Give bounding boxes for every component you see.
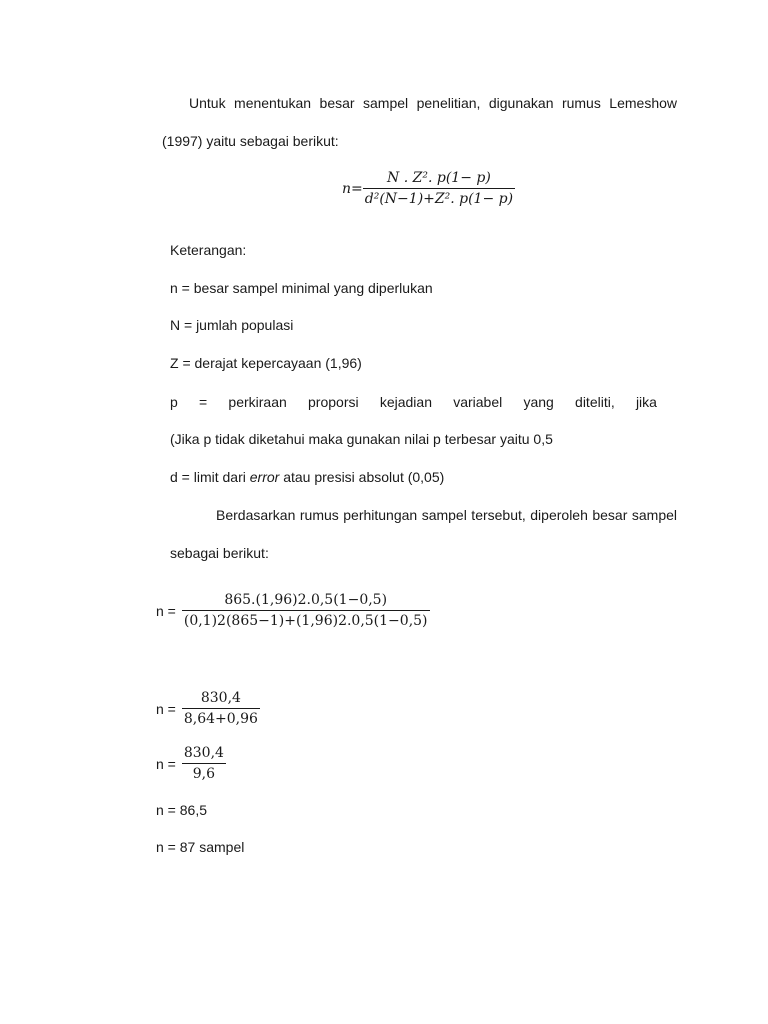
definition-p-word: variabel [453,394,503,410]
definition-n: n = besar sampel minimal yang diperlukan [170,280,433,296]
definition-N: N = jumlah populasi [170,317,294,333]
definition-p [170,393,657,411]
calc2-denominator: 8,64+0,96 [183,711,258,727]
error-term: error [249,469,280,485]
calc3-denominator: 9,6 [192,766,216,782]
result-final: n = 87 sampel [156,839,245,855]
definition-Z: Z = derajat kepercayaan (1,96) [170,355,362,371]
calc1-numerator: 865.(1,96)2.0,5(1−0,5) [182,590,430,611]
calc2-fraction [182,688,260,729]
paragraph-1-line-1: Untuk menentukan besar sampel penelitian, digunakan rumus Lemeshow [189,95,677,111]
calc3-fraction [182,743,226,784]
calculation-step-2 [156,688,260,729]
formula-numerator: N . Z². p(1− p) [363,168,515,189]
calc3-lhs: n = [156,755,176,772]
definition-p-word: proporsi [308,394,359,410]
paragraph-2-line-1: Berdasarkan rumus perhitungan sampel tersebut, diperoleh besar sampel [216,507,677,523]
keterangan-title: Keterangan: [170,242,247,258]
definition-p-word: p [170,394,178,410]
definition-p-word: yang [523,394,554,410]
paragraph-2-line-2: sebagai berikut: [170,545,269,561]
calc1-fraction [182,590,430,631]
definition-p-word: jika [635,394,657,410]
lemeshow-formula [342,168,515,209]
formula-denominator: d²(N−1)+Z². p(1− p) [364,191,514,207]
calc2-lhs: n = [156,700,176,717]
definition-d: d = limit dari error atau presisi absolut (0,05) [170,469,445,485]
calc1-lhs: n = [156,602,176,619]
result-decimal: n = 86,5 [156,802,207,818]
paragraph-1-line-2: (1997) yaitu sebagai berikut: [162,133,339,149]
calculation-step-1 [156,590,430,631]
definition-p-word: perkiraan [228,394,287,410]
calc2-numerator: 830,4 [182,688,260,709]
calculation-step-3 [156,743,226,784]
definition-p-word: = [199,394,208,410]
formula-lhs: n= [342,180,363,197]
formula-fraction [363,168,515,209]
calc3-numerator: 830,4 [182,743,226,764]
definition-p-word: kejadian [379,394,432,410]
definition-p-note: (Jika p tidak diketahui maka gunakan nilai p terbesar yaitu 0,5 [170,431,553,447]
definition-p-word: diteliti, [575,394,615,410]
calc1-denominator: (0,1)2(865−1)+(1,96)2.0,5(1−0,5) [183,613,428,629]
